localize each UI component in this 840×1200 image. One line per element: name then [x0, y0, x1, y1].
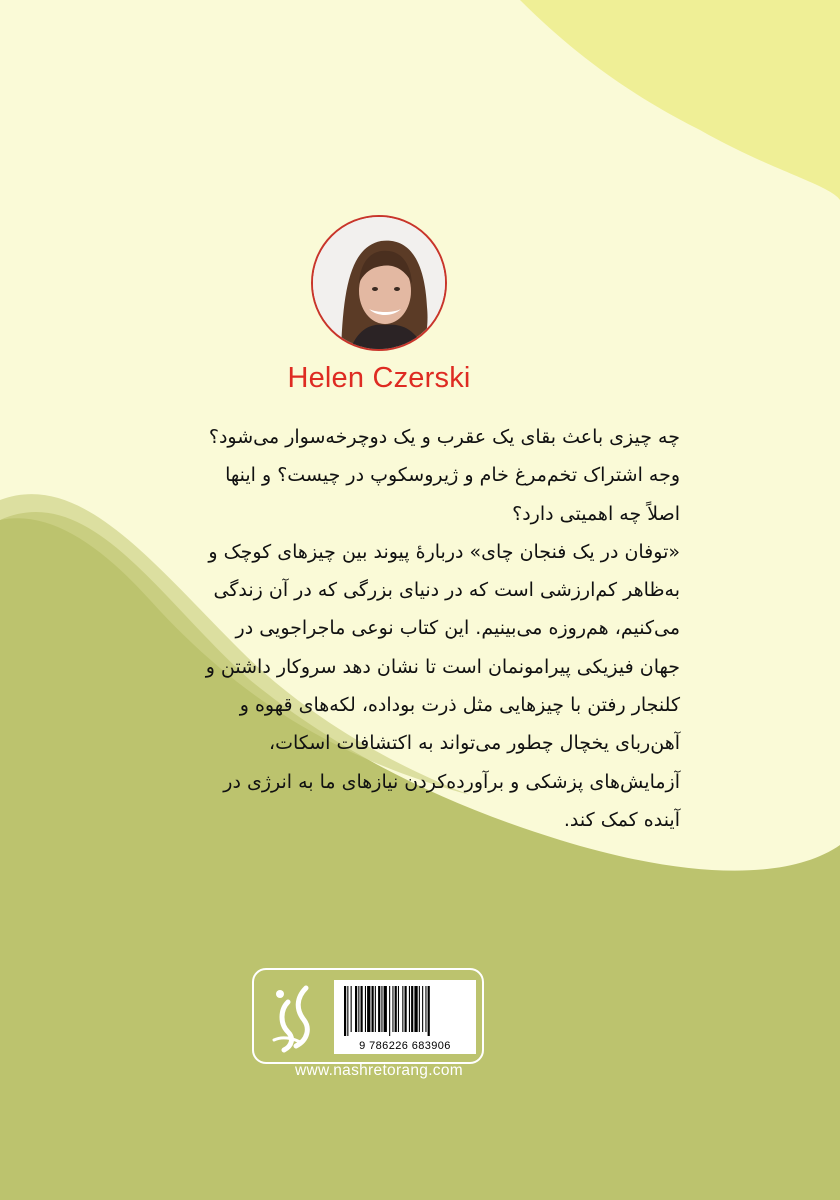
description-line: «توفان در یک فنجان چای» دربارهٔ پیوند بین چیزهای کوچک و	[208, 540, 680, 563]
description-line: چه چیزی باعث بقای یک عقرب و یک دوچرخه‌سوار می‌شود؟	[208, 426, 680, 448]
author-photo	[311, 215, 447, 351]
description-line: آزمایش‌های پزشکی و برآورده‌کردن نیازهای ما به انرژی در	[223, 770, 680, 793]
publisher-logo-icon	[266, 980, 322, 1054]
publisher-website: www.nashretorang.com	[295, 1062, 463, 1079]
description-line: آهن‌ربای یخچال چطور می‌تواند به اکتشافات اسکات،	[268, 732, 680, 755]
description-line: کلنجار رفتن با چیزهایی مثل ذرت بوداده، لکه‌های قهوه و	[239, 694, 680, 717]
description-line: می‌کنیم، هم‌روزه می‌بینیم. این کتاب نوعی ماجراجویی در	[235, 617, 680, 640]
isbn-barcode	[334, 980, 476, 1054]
book-description	[115, 418, 680, 839]
publisher-frame	[252, 968, 484, 1064]
description-line: وجه اشتراک تخم‌مرغ خام و ژیروسکوپ در چیست؟ و اینها	[225, 464, 680, 487]
description-line: اصلاً چه اهمیتی دارد؟	[512, 502, 680, 525]
description-line: آینده کمک کند.	[563, 808, 680, 831]
isbn-number: 9 786226 683906	[359, 1040, 451, 1052]
author-name: Helen Czerski	[287, 362, 471, 394]
description-line: جهان فیزیکی پیرامونمان است تا نشان دهد سروکار داشتن و	[205, 655, 680, 678]
description-line: به‌ظاهر کم‌ارزشی است که در دنیای بزرگی که در آن زندگی	[213, 579, 680, 602]
barcode-bars	[334, 980, 476, 1038]
